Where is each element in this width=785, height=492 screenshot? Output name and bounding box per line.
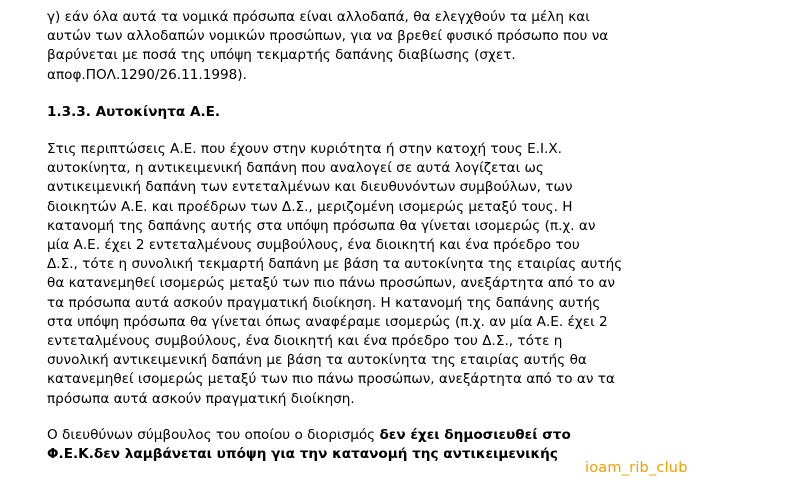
- body-line: διοικητών Α.Ε. και προέδρων των Δ.Σ., μεριζομένη ισομερώς μεταξύ τους. Η: [47, 198, 573, 215]
- section-heading: 1.3.3. Αυτοκίνητα Α.Ε.: [47, 103, 221, 120]
- closing-emphasis: Φ.Ε.Κ.δεν λαμβάνεται υπόψη για την κατανομή της αντικειμενικής: [47, 446, 558, 463]
- closing-text: Ο διευθύνων σύμβουλος του οποίου ο διορισμός: [47, 426, 380, 443]
- body-line: στα υπόψη πρόσωπα θα γίνεται όπως αναφέραμε ισομερώς (π.χ. αν μία Α.Ε. έχει 2: [47, 313, 608, 330]
- intro-line: αποφ.ΠΟΛ.1290/26.11.1998).: [47, 66, 247, 83]
- document-page: [47, 8, 737, 464]
- intro-line: γ) εάν όλα αυτά τα νομικά πρόσωπα είναι αλλοδαπά, θα ελεγχθούν τα μέλη και: [47, 9, 590, 25]
- closing-paragraph: [47, 426, 737, 464]
- body-line: συνολική αντικειμενική δαπάνη με βάση τα αυτοκίνητα της εταιρίας αυτής θα: [47, 352, 587, 369]
- intro-paragraph: [47, 8, 737, 85]
- body-line: μία Α.Ε. έχει 2 εντεταλμένους συμβούλους, ένα διοικητή και ένα πρόεδρο του: [47, 237, 580, 254]
- body-line: εντεταλμένους συμβούλους, ένα διοικητή και ένα πρόεδρο του Δ.Σ., τότε η: [47, 333, 563, 350]
- intro-line: βαρύνεται με ποσά της υπόψη τεκμαρτής δαπάνης διαβίωσης (σχετ.: [47, 47, 516, 64]
- body-line: αυτοκίνητα, η αντικειμενική δαπάνη που αναλογεί σε αυτά λογίζεται ως: [47, 160, 544, 177]
- body-line: αντικειμενική δαπάνη των εντεταλμένων και διευθυνόντων συμβούλων, των: [47, 179, 573, 196]
- body-line: Στις περιπτώσεις Α.Ε. που έχουν στην κυριότητα ή στην κατοχή τους Ε.Ι.Χ.: [47, 141, 562, 158]
- intro-line: αυτών των αλλοδαπών νομικών προσώπων, για να βρεθεί φυσικό πρόσωπο που να: [47, 28, 609, 45]
- body-paragraph: [47, 140, 737, 409]
- watermark: ioam_rib_club: [585, 460, 688, 476]
- body-line: τα πρόσωπα αυτά ασκούν πραγματική διοίκηση. Η κατανομή της δαπάνης αυτής: [47, 294, 601, 311]
- body-line: κατανομή της δαπάνης αυτής στα υπόψη πρόσωπα θα γίνεται ισομερώς (π.χ. αν: [47, 217, 596, 234]
- body-line: πρόσωπα αυτά ασκούν πραγματική διοίκηση.: [47, 390, 355, 407]
- body-line: Δ.Σ., τότε η συνολική τεκμαρτή δαπάνη με βάση τα αυτοκίνητα της εταιρίας αυτής: [47, 256, 623, 273]
- body-line: θα κατανεμηθεί ισομερώς μεταξύ των πιο πάνω προσώπων, ανεξάρτητα από το αν: [47, 275, 616, 292]
- closing-emphasis: δεν έχει δημοσιευθεί στο: [379, 426, 571, 443]
- closing-line-1: [47, 426, 737, 445]
- body-line: κατανεμηθεί ισομερώς μεταξύ των πιο πάνω προσώπων, ανεξάρτητα από το αν τα: [47, 371, 615, 388]
